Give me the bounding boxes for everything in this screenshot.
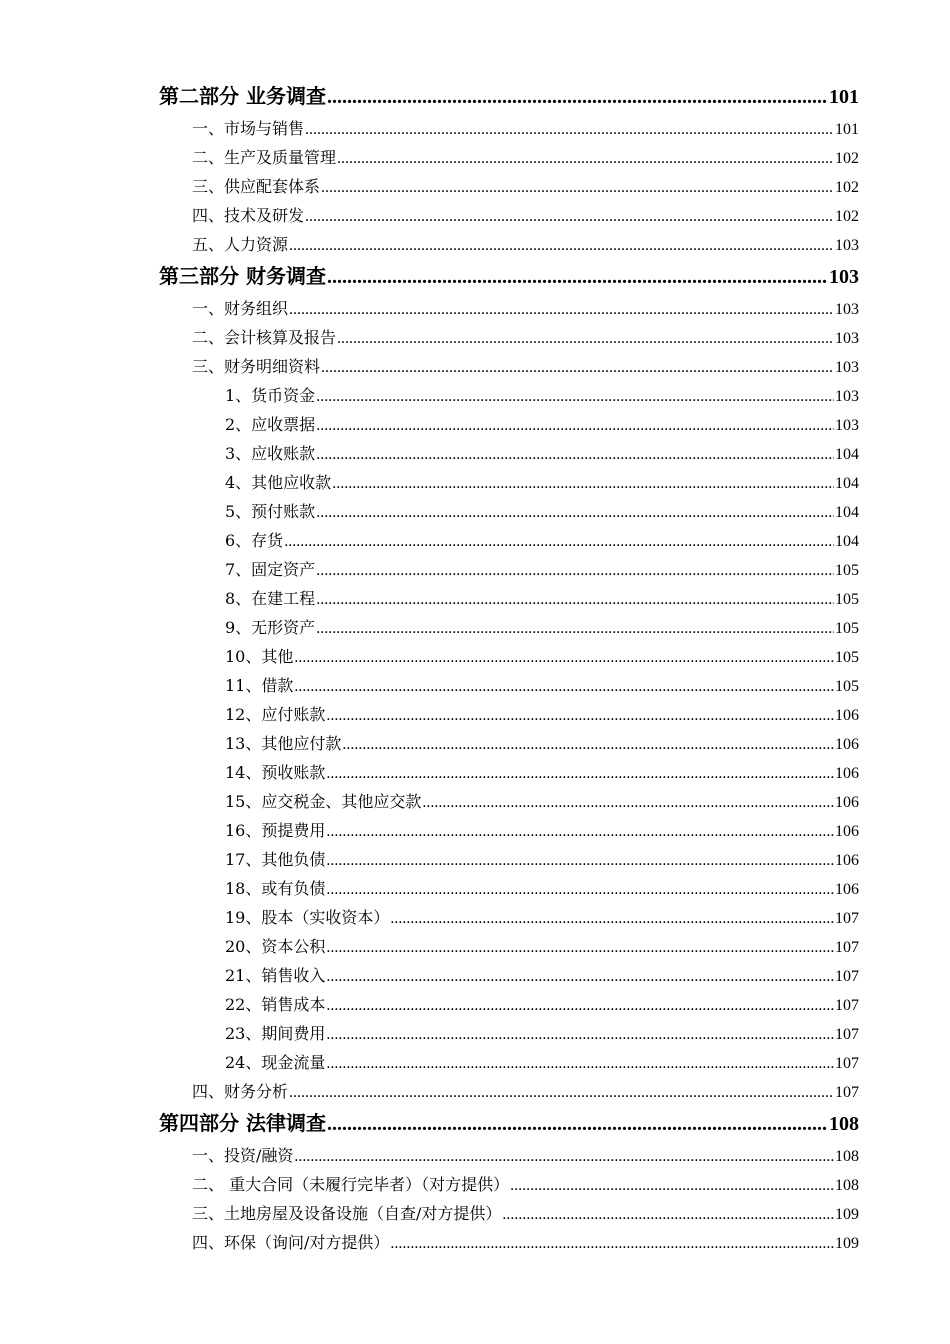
toc-entry-label: 一、投资/融资 [192, 1146, 294, 1165]
toc-page-number: 104 [835, 504, 859, 521]
dot-leader [342, 730, 834, 759]
toc-section-entry[interactable] [0, 172, 950, 201]
toc-entry-label: 23、期间费用 [225, 1024, 326, 1043]
toc-page-number: 106 [835, 852, 859, 869]
dot-leader [289, 231, 834, 260]
toc-section-entry[interactable] [0, 201, 950, 230]
dot-leader [327, 260, 828, 295]
toc-entry-label: 二、 重大合同（未履行完毕者）（对方提供） [192, 1175, 510, 1194]
toc-subsection-entry[interactable] [0, 729, 950, 758]
toc-page-number: 107 [835, 1055, 859, 1072]
toc-subsection-entry[interactable] [0, 787, 950, 816]
toc-entry-label: 二、生产及质量管理 [192, 148, 337, 167]
dot-leader [326, 1049, 834, 1078]
toc-page-number: 106 [835, 823, 859, 840]
toc-section-entry[interactable] [0, 1170, 950, 1199]
toc-page-number: 105 [835, 649, 859, 666]
toc-entry-label: 21、销售收入 [225, 966, 326, 985]
toc-entry-label: 11、借款 [225, 676, 294, 695]
toc-page-number: 106 [835, 794, 859, 811]
toc-entry-label: 18、或有负债 [225, 879, 326, 898]
dot-leader [316, 498, 834, 527]
toc-page-number: 103 [835, 237, 859, 254]
toc-subsection-entry[interactable] [0, 990, 950, 1019]
toc-section-entry[interactable] [0, 114, 950, 143]
toc-entry-label: 一、市场与销售 [192, 119, 305, 138]
dot-leader [326, 962, 834, 991]
toc-page-number: 105 [835, 591, 859, 608]
toc-part-entry[interactable] [0, 259, 950, 294]
dot-leader [327, 80, 828, 115]
toc-section-entry[interactable] [0, 1077, 950, 1106]
toc-subsection-entry[interactable] [0, 874, 950, 903]
toc-entry-label: 13、其他应付款 [225, 734, 342, 753]
toc-page-number: 105 [835, 620, 859, 637]
toc-entry-label: 1、货币资金 [225, 386, 316, 405]
toc-page-number: 104 [835, 475, 859, 492]
toc-section-entry[interactable] [0, 1199, 950, 1228]
toc-subsection-entry[interactable] [0, 439, 950, 468]
dot-leader [326, 759, 834, 788]
toc-subsection-entry[interactable] [0, 410, 950, 439]
toc-page-number: 102 [835, 179, 859, 196]
toc-entry-label: 22、销售成本 [225, 995, 326, 1014]
toc-entry-label: 四、环保（询问/对方提供） [192, 1233, 390, 1252]
toc-entry-label: 14、预收账款 [225, 763, 326, 782]
dot-leader [422, 788, 834, 817]
toc-section-entry[interactable] [0, 1141, 950, 1170]
toc-subsection-entry[interactable] [0, 845, 950, 874]
toc-subsection-entry[interactable] [0, 381, 950, 410]
dot-leader [326, 846, 834, 875]
dot-leader [316, 440, 834, 469]
dot-leader [316, 556, 834, 585]
dot-leader [294, 672, 834, 701]
toc-entry-label: 19、股本（实收资本） [225, 908, 390, 927]
dot-leader [502, 1200, 834, 1229]
dot-leader [305, 115, 834, 144]
dot-leader [326, 875, 834, 904]
toc-page-number: 105 [835, 562, 859, 579]
toc-page-number: 106 [835, 881, 859, 898]
toc-subsection-entry[interactable] [0, 584, 950, 613]
toc-section-entry[interactable] [0, 143, 950, 172]
dot-leader [294, 1142, 834, 1171]
dot-leader [337, 324, 834, 353]
toc-page-number: 105 [835, 678, 859, 695]
toc-entry-label: 第二部分 业务调查 [159, 84, 326, 108]
toc-subsection-entry[interactable] [0, 932, 950, 961]
toc-entry-label: 8、在建工程 [225, 589, 316, 608]
toc-page-number: 107 [835, 997, 859, 1014]
toc-page-number: 104 [835, 446, 859, 463]
toc-entry-label: 第四部分 法律调查 [159, 1111, 326, 1135]
toc-entry-label: 三、土地房屋及设备设施（自查/对方提供） [192, 1204, 502, 1223]
table-of-contents [0, 79, 950, 1257]
dot-leader [327, 1107, 828, 1142]
toc-entry-label: 2、应收票据 [225, 415, 316, 434]
toc-entry-label: 二、会计核算及报告 [192, 328, 337, 347]
dot-leader [332, 469, 834, 498]
toc-section-entry[interactable] [0, 1228, 950, 1257]
toc-entry-label: 3、应收账款 [225, 444, 316, 463]
dot-leader [510, 1171, 834, 1200]
toc-page-number: 103 [829, 266, 859, 288]
toc-entry-label: 4、其他应收款 [225, 473, 332, 492]
toc-page-number: 101 [829, 86, 859, 108]
dot-leader [316, 614, 834, 643]
toc-page-number: 108 [829, 1113, 859, 1135]
toc-page-number: 101 [835, 121, 859, 138]
toc-page-number: 103 [835, 330, 859, 347]
toc-entry-label: 5、预付账款 [225, 502, 316, 521]
toc-section-entry[interactable] [0, 323, 950, 352]
toc-page-number: 107 [835, 1026, 859, 1043]
toc-entry-label: 17、其他负债 [225, 850, 326, 869]
toc-page-number: 109 [835, 1235, 859, 1252]
dot-leader [326, 701, 834, 730]
dot-leader [316, 382, 834, 411]
toc-subsection-entry[interactable] [0, 961, 950, 990]
toc-entry-label: 10、其他 [225, 647, 294, 666]
toc-section-entry[interactable] [0, 352, 950, 381]
dot-leader [326, 1020, 834, 1049]
toc-page-number: 107 [835, 968, 859, 985]
toc-subsection-entry[interactable] [0, 700, 950, 729]
toc-page-number: 109 [835, 1206, 859, 1223]
toc-entry-label: 五、人力资源 [192, 235, 289, 254]
toc-page-number: 107 [835, 910, 859, 927]
toc-entry-label: 9、无形资产 [225, 618, 316, 637]
toc-page-number: 102 [835, 208, 859, 225]
dot-leader [321, 173, 834, 202]
toc-page-number: 106 [835, 707, 859, 724]
toc-subsection-entry[interactable] [0, 468, 950, 497]
toc-entry-label: 16、预提费用 [225, 821, 326, 840]
dot-leader [326, 817, 834, 846]
dot-leader [294, 643, 834, 672]
dot-leader [316, 585, 834, 614]
toc-subsection-entry[interactable] [0, 671, 950, 700]
toc-page-number: 107 [835, 1084, 859, 1101]
toc-entry-label: 三、供应配套体系 [192, 177, 321, 196]
toc-entry-label: 四、财务分析 [192, 1082, 289, 1101]
toc-entry-label: 7、固定资产 [225, 560, 316, 579]
dot-leader [284, 527, 834, 556]
toc-entry-label: 三、财务明细资料 [192, 357, 321, 376]
toc-entry-label: 6、存货 [225, 531, 284, 550]
toc-subsection-entry[interactable] [0, 497, 950, 526]
dot-leader [305, 202, 834, 231]
toc-page-number: 102 [835, 150, 859, 167]
toc-page-number: 108 [835, 1148, 859, 1165]
toc-part-entry[interactable] [0, 79, 950, 114]
toc-page-number: 103 [835, 388, 859, 405]
dot-leader [326, 933, 834, 962]
toc-subsection-entry[interactable] [0, 555, 950, 584]
toc-page-number: 103 [835, 301, 859, 318]
toc-subsection-entry[interactable] [0, 613, 950, 642]
toc-entry-label: 四、技术及研发 [192, 206, 305, 225]
toc-section-entry[interactable] [0, 230, 950, 259]
toc-page-number: 107 [835, 939, 859, 956]
toc-entry-label: 15、应交税金、其他应交款 [225, 792, 422, 811]
toc-subsection-entry[interactable] [0, 903, 950, 932]
toc-part-entry[interactable] [0, 1106, 950, 1141]
dot-leader [289, 295, 834, 324]
dot-leader [390, 1229, 834, 1258]
toc-entry-label: 24、现金流量 [225, 1053, 326, 1072]
toc-entry-label: 12、应付账款 [225, 705, 326, 724]
toc-page-number: 104 [835, 533, 859, 550]
toc-subsection-entry[interactable] [0, 816, 950, 845]
toc-section-entry[interactable] [0, 294, 950, 323]
dot-leader [337, 144, 834, 173]
dot-leader [326, 991, 834, 1020]
toc-page-number: 106 [835, 736, 859, 753]
toc-subsection-entry[interactable] [0, 1019, 950, 1048]
toc-entry-label: 第三部分 财务调查 [159, 264, 326, 288]
toc-subsection-entry[interactable] [0, 642, 950, 671]
dot-leader [289, 1078, 834, 1107]
toc-page-number: 108 [835, 1177, 859, 1194]
toc-entry-label: 一、财务组织 [192, 299, 289, 318]
dot-leader [321, 353, 834, 382]
dot-leader [316, 411, 834, 440]
toc-subsection-entry[interactable] [0, 758, 950, 787]
toc-subsection-entry[interactable] [0, 1048, 950, 1077]
toc-entry-label: 20、资本公积 [225, 937, 326, 956]
toc-page-number: 103 [835, 417, 859, 434]
toc-subsection-entry[interactable] [0, 526, 950, 555]
toc-page-number: 103 [835, 359, 859, 376]
dot-leader [390, 904, 834, 933]
toc-page-number: 106 [835, 765, 859, 782]
